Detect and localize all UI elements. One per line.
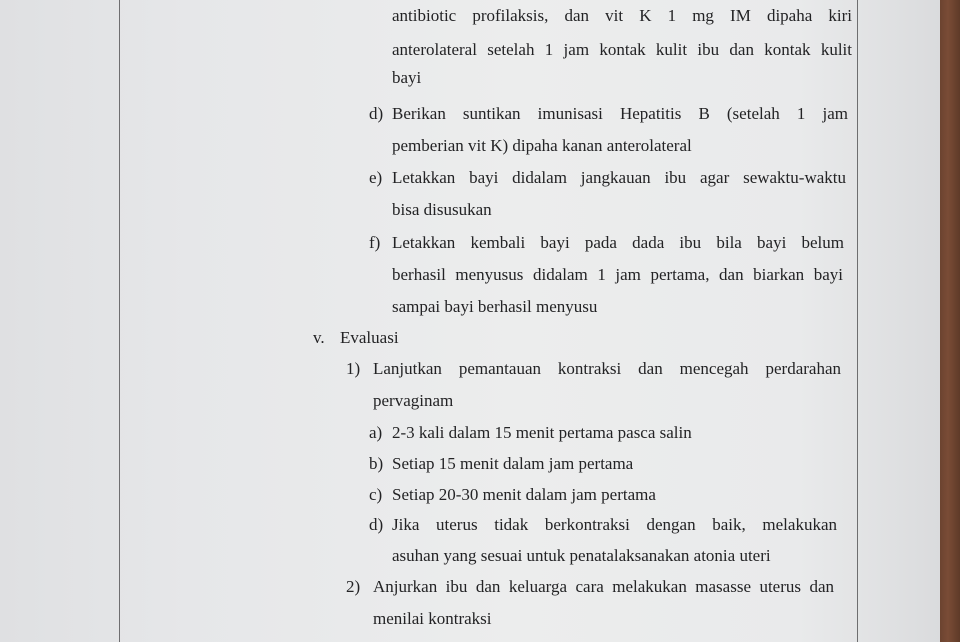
list-item-text: asuhan yang sesuai untuk penatalaksanakan atonia uteri — [392, 546, 771, 565]
text-line: bayi — [392, 68, 422, 87]
list-marker: c) — [369, 485, 383, 504]
list-item-text: Letakkan kembali bayi pada dada ibu bila bayi belum — [392, 233, 844, 252]
list-item-text: Berikan suntikan imunisasi Hepatitis B (setelah 1 jam — [392, 104, 848, 123]
list-item-text: Anjurkan ibu dan keluarga cara melakukan masasse uterus dan — [373, 577, 834, 596]
list-item-text: Jika uterus tidak berkontraksi dengan baik, melakukan — [392, 515, 837, 534]
list-marker: d) — [369, 515, 384, 534]
list-item-text: pemberian vit K) dipaha kanan anterolateral — [392, 136, 692, 155]
text-line: antibiotic profilaksis, dan vit K 1 mg IM dipaha kiri — [392, 6, 852, 25]
list-item-text: sampai bayi berhasil menyusu — [392, 297, 598, 316]
table-left-border — [119, 0, 120, 642]
list-marker: a) — [369, 423, 383, 442]
list-item-text: berhasil menyusus didalam 1 jam pertama, dan biarkan bayi — [392, 265, 843, 284]
list-marker: b) — [369, 454, 384, 473]
list-item-text: 2-3 kali dalam 15 menit pertama pasca salin — [392, 423, 692, 442]
list-item-text: Setiap 20-30 menit dalam jam pertama — [392, 485, 656, 504]
list-marker: d) — [369, 104, 384, 123]
list-item-text: Setiap 15 menit dalam jam pertama — [392, 454, 634, 473]
list-marker: f) — [369, 233, 381, 252]
section-marker: v. — [313, 328, 325, 347]
section-title: Evaluasi — [340, 328, 399, 347]
list-item-text: pervaginam — [373, 391, 454, 410]
list-marker: e) — [369, 168, 383, 187]
table-right-border — [857, 0, 858, 642]
list-item-text: Letakkan bayi didalam jangkauan ibu agar sewaktu-waktu — [392, 168, 846, 187]
list-item-text: Lanjutkan pemantauan kontraksi dan mencegah perdarahan — [373, 359, 841, 378]
list-item-text: bisa disusukan — [392, 200, 492, 219]
list-item-text: menilai kontraksi — [373, 609, 492, 628]
list-marker: 2) — [346, 577, 361, 596]
wooden-table-edge — [940, 0, 960, 642]
text-line: anterolateral setelah 1 jam kontak kulit ibu dan kontak kulit — [392, 40, 852, 59]
list-marker: 1) — [346, 359, 361, 378]
